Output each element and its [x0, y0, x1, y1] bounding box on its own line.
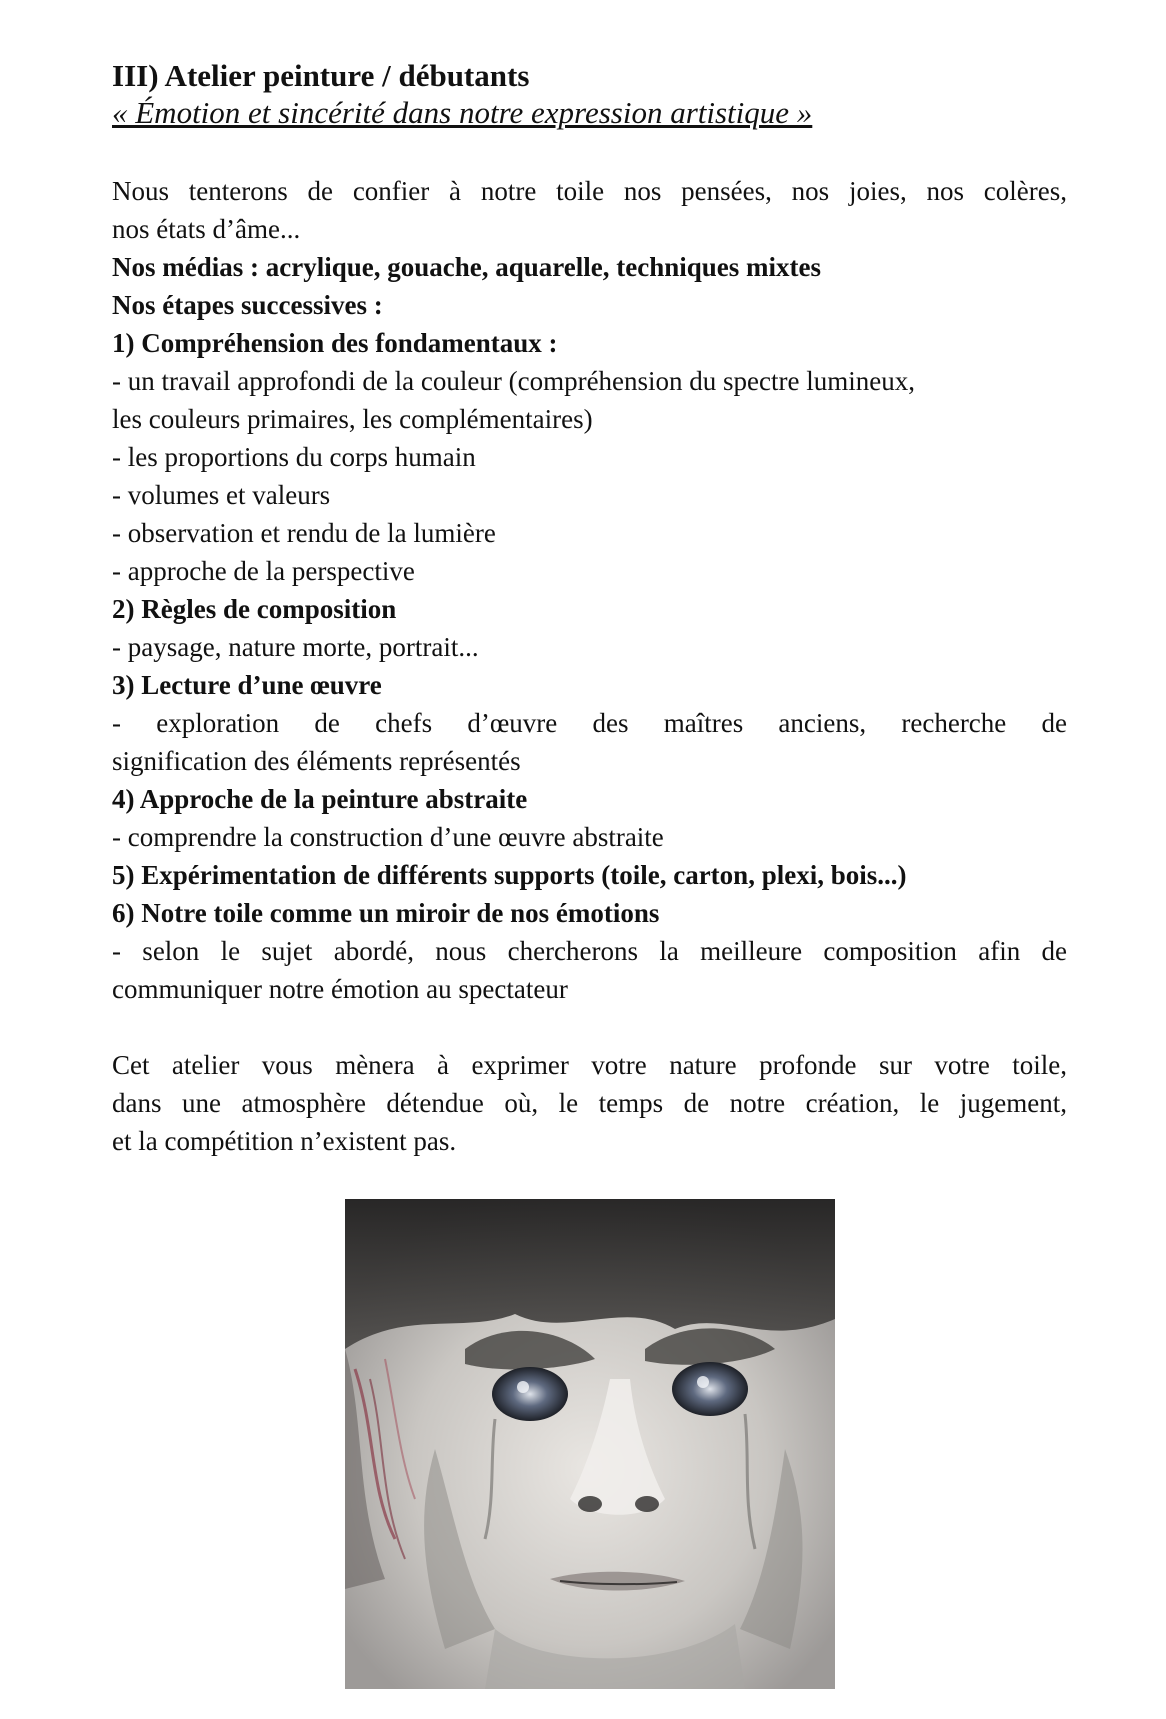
intro-line: Nous tenterons de confier à notre toile nos pensées, nos joies, nos colères, [112, 176, 1067, 206]
step-1-item: - volumes et valeurs [112, 480, 331, 510]
step-2-item: - paysage, nature morte, portrait... [112, 632, 479, 662]
step-5-title: 5) Expérimentation de différents supports (toile, carton, plexi, bois...) [112, 860, 907, 890]
step-1-item: les couleurs primaires, les complémentaires) [112, 404, 593, 434]
step-3-item: signification des éléments représentés [112, 746, 521, 776]
steps-heading: Nos étapes successives : [112, 290, 383, 320]
step-4-title: 4) Approche de la peinture abstraite [112, 784, 528, 814]
step-6-title: 6) Notre toile comme un miroir de nos émotions [112, 898, 660, 928]
intro-line: nos états d’âme... [112, 214, 301, 244]
page-title: III) Atelier peinture / débutants [112, 58, 530, 93]
closing-line: Cet atelier vous mènera à exprimer votre nature profonde sur votre toile, [112, 1050, 1067, 1080]
portrait-painting [345, 1199, 835, 1689]
step-3-title: 3) Lecture d’une œuvre [112, 670, 382, 700]
step-6-item: communiquer notre émotion au spectateur [112, 974, 568, 1004]
step-1-item: - un travail approfondi de la couleur (compréhension du spectre lumineux, [112, 366, 915, 396]
step-1-item: - observation et rendu de la lumière [112, 518, 496, 548]
step-1-title: 1) Compréhension des fondamentaux : [112, 328, 558, 358]
step-4-item: - comprendre la construction d’une œuvre abstraite [112, 822, 664, 852]
step-1-item: - approche de la perspective [112, 556, 415, 586]
closing-line: et la compétition n’existent pas. [112, 1126, 457, 1156]
step-3-item: - exploration de chefs d’œuvre des maîtres anciens, recherche de [112, 708, 1067, 738]
portrait-painting-illustration [345, 1199, 835, 1689]
medias-line: Nos médias : acrylique, gouache, aquarelle, techniques mixtes [112, 252, 821, 282]
closing-line: dans une atmosphère détendue où, le temps de notre création, le jugement, [112, 1088, 1067, 1118]
document-content [112, 58, 1067, 1160]
step-2-title: 2) Règles de composition [112, 594, 397, 624]
step-6-item: - selon le sujet abordé, nous chercherons la meilleure composition afin de [112, 936, 1067, 966]
page-subtitle: « Émotion et sincérité dans notre expression artistique » [112, 95, 813, 130]
paragraph-gap [112, 1008, 1067, 1046]
step-1-item: - les proportions du corps humain [112, 442, 476, 472]
document-body [112, 172, 1067, 1160]
